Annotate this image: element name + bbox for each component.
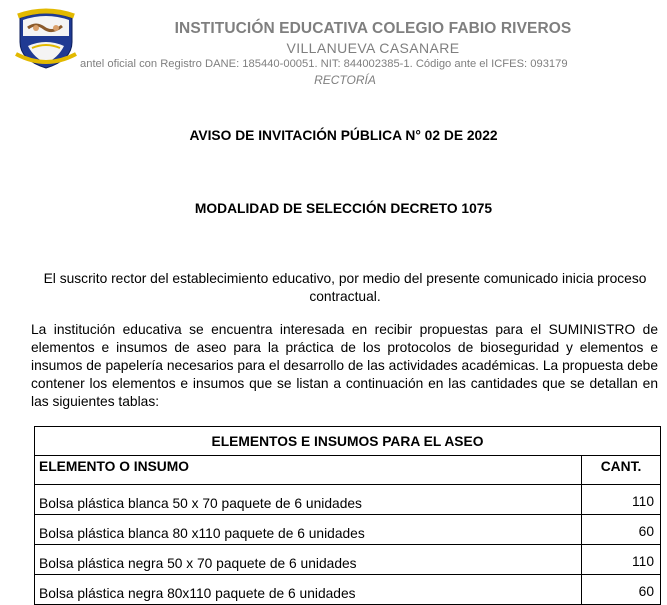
school-name: INSTITUCIÓN EDUCATIVA COLEGIO FABIO RIVEROS — [174, 20, 572, 37]
item-name: Bolsa plástica negra 50 x 70 paquete de 6 unidades — [35, 545, 582, 575]
table-caption: ELEMENTOS E INSUMOS PARA EL ASEO — [35, 427, 661, 456]
table-row — [35, 545, 661, 575]
document-subtitle: MODALIDAD DE SELECCIÓN DECRETO 1075 — [194, 201, 493, 216]
school-registry: antel oficial con Registro DANE: 185440-00051. NIT: 844002385-1. Código ante el ICFES: 093179 — [80, 58, 568, 70]
item-qty: 110 — [582, 485, 661, 515]
table-row — [35, 485, 661, 515]
item-qty: 60 — [582, 575, 661, 605]
document-title: AVISO DE INVITACIÓN PÚBLICA N° 02 DE 2022 — [189, 128, 498, 143]
item-qty: 110 — [582, 545, 661, 575]
school-crest-logo — [14, 8, 78, 70]
item-name: Bolsa plástica blanca 50 x 70 paquete de 6 unidades — [35, 485, 582, 515]
office-name: RECTORÍA — [314, 73, 376, 87]
item-name: Bolsa plástica blanca 80 x110 paquete de 6 unidades — [35, 515, 582, 545]
table-row — [35, 575, 661, 605]
intro-paragraph: El suscrito rector del establecimiento educativo, por medio del presente comunicado inicia proceso contractual. — [43, 271, 647, 304]
school-town: VILLANUEVA CASANARE — [286, 40, 460, 56]
column-header-qty: CANT. — [582, 456, 661, 485]
body-paragraph: La institución educativa se encuentra interesada en recibir propuestas para el SUMINISTRO de elementos e insumos de aseo para la práctica de los protocolos de bioseguridad y elementos e insumos de papelería necesarios para el desarrollo de las actividades académicas. La propuesta debe contener los elementos e insumos que se listan a continuación en las cantidades que se detallan en las siguientes tablas: — [31, 322, 658, 409]
item-name: Bolsa plástica negra 80x110 paquete de 6 unidades — [35, 575, 582, 605]
items-table — [34, 426, 661, 605]
item-qty: 60 — [582, 515, 661, 545]
table-row — [35, 515, 661, 545]
column-header-item: ELEMENTO O INSUMO — [35, 456, 582, 485]
